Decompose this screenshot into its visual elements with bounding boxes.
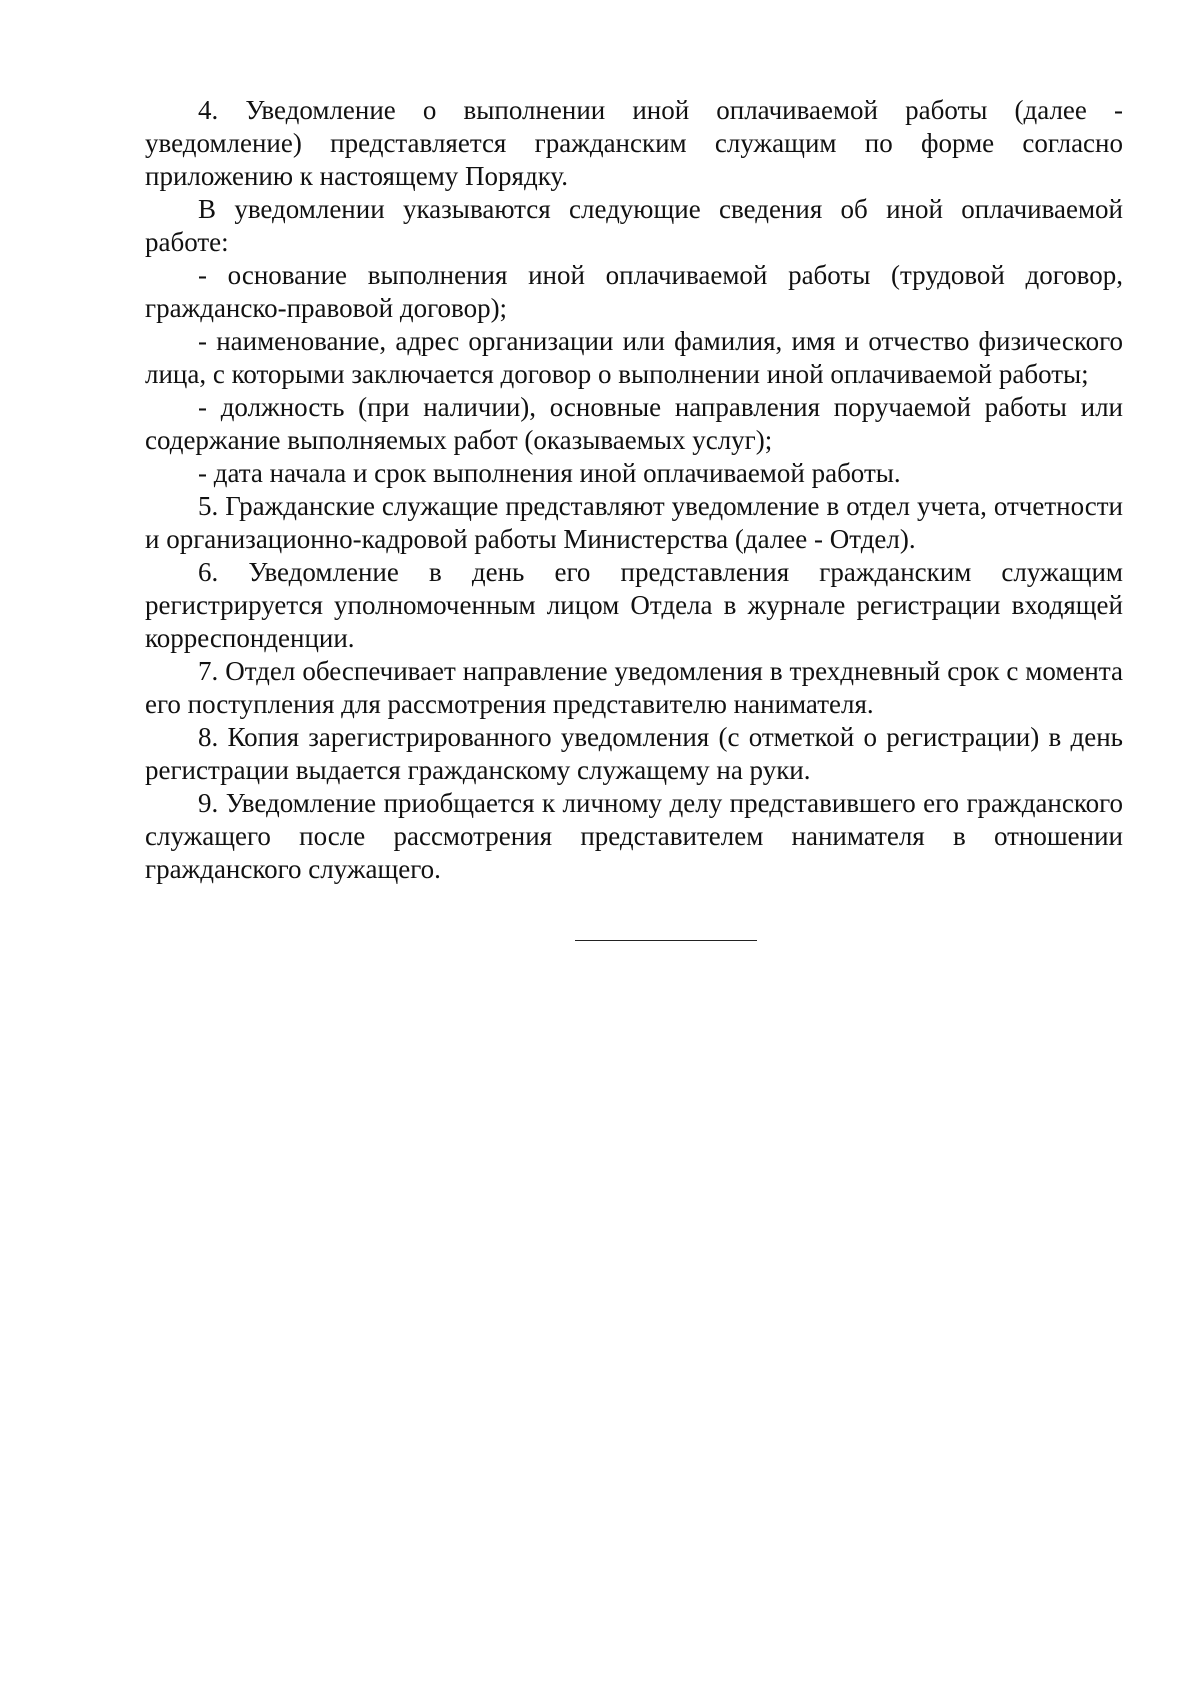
paragraph-item-5: 5. Гражданские служащие представляют уведомление в отдел учета, отчетности и организационно-кадровой работы Министерства (далее - Отдел). — [145, 491, 1123, 554]
paragraph-item-9: 9. Уведомление приобщается к личному делу представившего его гражданского служащего после рассмотрения представителем нанимателя в отношении гражданского служащего. — [145, 788, 1123, 884]
list-item-position: - должность (при наличии), основные направления поручаемой работы или содержание выполняемых работ (оказываемых услуг); — [145, 392, 1123, 455]
paragraph-item-7: 7. Отдел обеспечивает направление уведомления в трехдневный срок с момента его поступления для рассмотрения представителю нанимателя. — [145, 656, 1123, 719]
paragraph-item-8: 8. Копия зарегистрированного уведомления (с отметкой о регистрации) в день регистрации выдается гражданскому служащему на руки. — [145, 722, 1123, 785]
list-item-dates: - дата начала и срок выполнения иной оплачиваемой работы. — [198, 458, 901, 488]
paragraph-item-4: 4. Уведомление о выполнении иной оплачиваемой работы (далее - уведомление) представляется гражданским служащим по форме согласно приложению к настоящему Порядку. — [145, 95, 1123, 191]
list-item-employer: - наименование, адрес организации или фамилия, имя и отчество физического лица, с которыми заключается договор о выполнении иной оплачиваемой работы; — [145, 326, 1123, 389]
list-item-basis: - основание выполнения иной оплачиваемой работы (трудовой договор, гражданско-правовой договор); — [145, 260, 1123, 323]
end-of-text-rule — [575, 940, 757, 941]
paragraph-item-6: 6. Уведомление в день его представления гражданским служащим регистрируется уполномоченным лицом Отдела в журнале регистрации входящей корреспонденции. — [145, 557, 1123, 653]
paragraph-notice-contents: В уведомлении указываются следующие сведения об иной оплачиваемой работе: — [145, 194, 1123, 257]
document-body — [145, 94, 1123, 886]
